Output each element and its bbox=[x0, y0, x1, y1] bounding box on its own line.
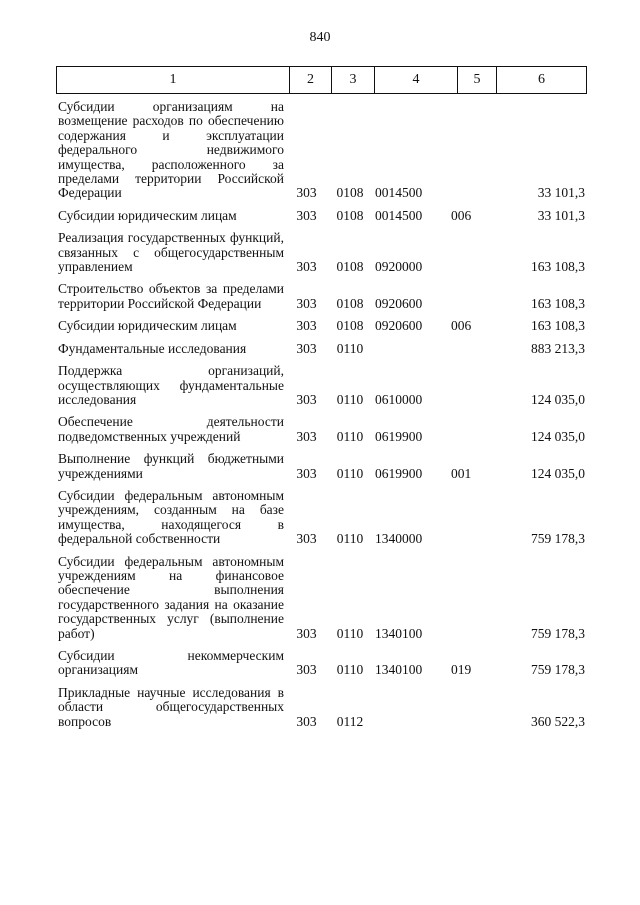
row-name: Субсидии юридическим лицам bbox=[58, 207, 237, 223]
row-col-6: 759 178,3 bbox=[531, 625, 585, 641]
row-col-3: 0108 bbox=[336, 318, 364, 334]
row-col-3: 0110 bbox=[336, 662, 364, 678]
row-name: Субсидии федеральным автономным учреждениям на финансовое обеспечение выполнения государственного задания на оказание государственных услуг (выполнение работ) bbox=[58, 553, 284, 641]
table-row bbox=[58, 364, 589, 407]
row-col-3: 0108 bbox=[336, 295, 364, 311]
row-col-6: 759 178,3 bbox=[531, 531, 585, 547]
row-col-2: 303 bbox=[296, 318, 317, 334]
row-col-3: 0110 bbox=[336, 531, 364, 547]
row-col-4: 0014500 bbox=[375, 207, 423, 223]
row-col-3: 0110 bbox=[336, 391, 364, 407]
row-col-5: 006 bbox=[451, 318, 472, 334]
row-col-4: 0920600 bbox=[375, 295, 423, 311]
row-col-2: 303 bbox=[296, 531, 317, 547]
row-col-2: 303 bbox=[296, 391, 317, 407]
row-name: Фундаментальные исследования bbox=[58, 340, 247, 356]
row-col-4: 1340100 bbox=[375, 625, 423, 641]
row-col-4: 0619900 bbox=[375, 428, 423, 444]
table-row bbox=[58, 555, 589, 641]
row-col-3: 0110 bbox=[336, 465, 364, 481]
header-col-5: 5 bbox=[458, 67, 497, 94]
row-col-4: 0619900 bbox=[375, 465, 423, 481]
header-col-1: 1 bbox=[57, 67, 290, 94]
table-row bbox=[58, 100, 589, 201]
table-row bbox=[58, 489, 589, 547]
row-col-4: 1340100 bbox=[375, 662, 423, 678]
row-col-6: 33 101,3 bbox=[537, 207, 585, 223]
row-name: Обеспечение деятельности подведомственных учреждений bbox=[58, 414, 284, 444]
row-col-2: 303 bbox=[296, 340, 317, 356]
row-col-3: 0110 bbox=[336, 428, 364, 444]
table-header bbox=[56, 66, 587, 94]
row-col-5: 006 bbox=[451, 207, 472, 223]
table-row bbox=[58, 342, 589, 356]
row-col-6: 124 035,0 bbox=[531, 391, 585, 407]
row-col-2: 303 bbox=[296, 713, 317, 729]
row-name: Выполнение функций бюджетными учреждениями bbox=[58, 451, 284, 481]
row-col-3: 0112 bbox=[336, 713, 364, 729]
budget-table-body bbox=[58, 100, 589, 737]
row-col-3: 0108 bbox=[336, 207, 364, 223]
row-col-2: 303 bbox=[296, 625, 317, 641]
row-col-6: 33 101,3 bbox=[537, 185, 585, 201]
row-col-6: 759 178,3 bbox=[531, 662, 585, 678]
row-col-3: 0110 bbox=[336, 340, 364, 356]
table-row bbox=[58, 452, 589, 481]
row-col-5: 001 bbox=[451, 465, 472, 481]
row-col-2: 303 bbox=[296, 207, 317, 223]
row-name: Поддержка организаций, осуществляющих фундаментальные исследования bbox=[58, 363, 284, 407]
row-col-3: 0110 bbox=[336, 625, 364, 641]
row-col-4: 0610000 bbox=[375, 391, 423, 407]
row-col-6: 124 035,0 bbox=[531, 428, 585, 444]
header-col-2: 2 bbox=[290, 67, 332, 94]
row-name: Субсидии юридическим лицам bbox=[58, 318, 237, 334]
row-col-4: 0920000 bbox=[375, 259, 423, 275]
row-col-6: 360 522,3 bbox=[531, 713, 585, 729]
row-col-3: 0108 bbox=[336, 259, 364, 275]
header-col-6: 6 bbox=[497, 67, 587, 94]
row-name: Строительство объектов за пределами территории Российской Федерации bbox=[58, 281, 284, 311]
row-col-2: 303 bbox=[296, 185, 317, 201]
table-row bbox=[58, 231, 589, 274]
row-col-5: 019 bbox=[451, 662, 472, 678]
row-col-4: 0920600 bbox=[375, 318, 423, 334]
header-col-4: 4 bbox=[375, 67, 458, 94]
table-row bbox=[58, 686, 589, 729]
row-col-6: 883 213,3 bbox=[531, 340, 585, 356]
row-col-4: 1340000 bbox=[375, 531, 423, 547]
row-col-2: 303 bbox=[296, 295, 317, 311]
row-col-4: 0014500 bbox=[375, 185, 423, 201]
page-number: 840 bbox=[309, 30, 331, 45]
table-row bbox=[58, 282, 589, 311]
table-row bbox=[58, 319, 589, 333]
row-col-2: 303 bbox=[296, 465, 317, 481]
row-col-3: 0108 bbox=[336, 185, 364, 201]
table-row bbox=[58, 209, 589, 223]
row-name: Субсидии некоммерческим организациям bbox=[58, 648, 284, 678]
row-col-6: 163 108,3 bbox=[531, 318, 585, 334]
row-col-2: 303 bbox=[296, 259, 317, 275]
row-col-2: 303 bbox=[296, 428, 317, 444]
row-name: Реализация государственных функций, связанных с общегосударственным управлением bbox=[58, 230, 284, 275]
row-name: Субсидии организациям на возмещение расходов по обеспечению содержания и эксплуатации федерального недвижимого имущества, расположенного за пределами территории Российской Федерации bbox=[58, 99, 284, 201]
row-name: Прикладные научные исследования в области общегосударственных вопросов bbox=[58, 684, 284, 729]
row-col-6: 124 035,0 bbox=[531, 465, 585, 481]
header-col-3: 3 bbox=[332, 67, 375, 94]
table-row bbox=[58, 649, 589, 678]
row-col-2: 303 bbox=[296, 662, 317, 678]
row-name: Субсидии федеральным автономным учреждениям, созданным на базе имущества, находящегося в федеральной собственности bbox=[58, 487, 284, 547]
table-row bbox=[58, 415, 589, 444]
row-col-6: 163 108,3 bbox=[531, 295, 585, 311]
row-col-6: 163 108,3 bbox=[531, 259, 585, 275]
